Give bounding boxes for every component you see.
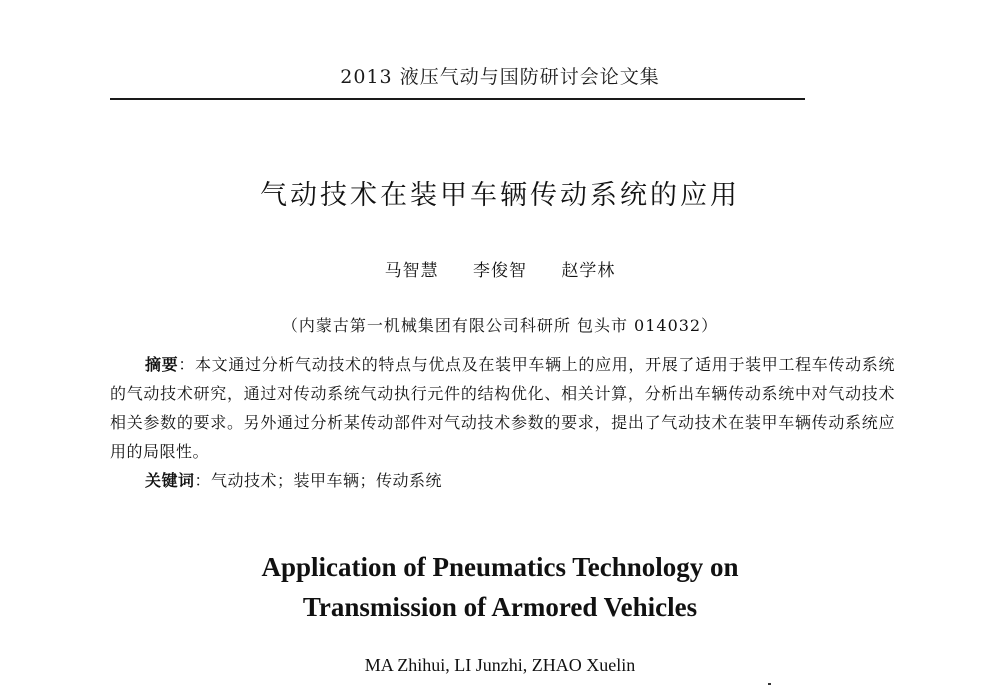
paper-title-chinese: 气动技术在装甲车辆传动系统的应用: [260, 180, 740, 211]
header-rule: [110, 98, 805, 100]
scan-speck: [768, 683, 771, 685]
author-name: 李俊智: [473, 261, 527, 281]
keywords-label: 关键词: [145, 471, 195, 490]
abstract-label: 摘要: [145, 355, 179, 374]
keywords-line: [145, 466, 885, 495]
abstract-paragraph: [110, 350, 895, 466]
abstract-text: ：本文通过分析气动技术的特点与优点及在装甲车辆上的应用，开展了适用于装甲工程车传动系统的气动技术研究，通过对传动系统气动执行元件的结构优化、相关计算，分析出车辆传动系统中对气动技术相关参数的要求。另外通过分析某传动部件对气动技术参数的要求，提出了气动技术在装甲车辆传动系统应用的局限性。: [110, 355, 895, 461]
running-header: 2013 液压气动与国防研讨会论文集: [340, 66, 660, 88]
title-english-line: Transmission of Armored Vehicles: [302, 592, 698, 622]
keywords-text: ：气动技术；装甲车辆；传动系统: [194, 471, 443, 490]
author-list-english: MA Zhihui, LI Junzhi, ZHAO Xuelin: [364, 655, 636, 675]
paper-title-english: [0, 547, 1000, 627]
affiliation-chinese: （内蒙古第一机械集团有限公司科研所 包头市 014032）: [281, 316, 719, 335]
author-name: 马智慧: [384, 261, 439, 281]
title-english-line: Application of Pneumatics Technology on: [261, 552, 739, 582]
author-name: 赵学林: [561, 261, 616, 281]
author-list-chinese: [0, 256, 1000, 281]
